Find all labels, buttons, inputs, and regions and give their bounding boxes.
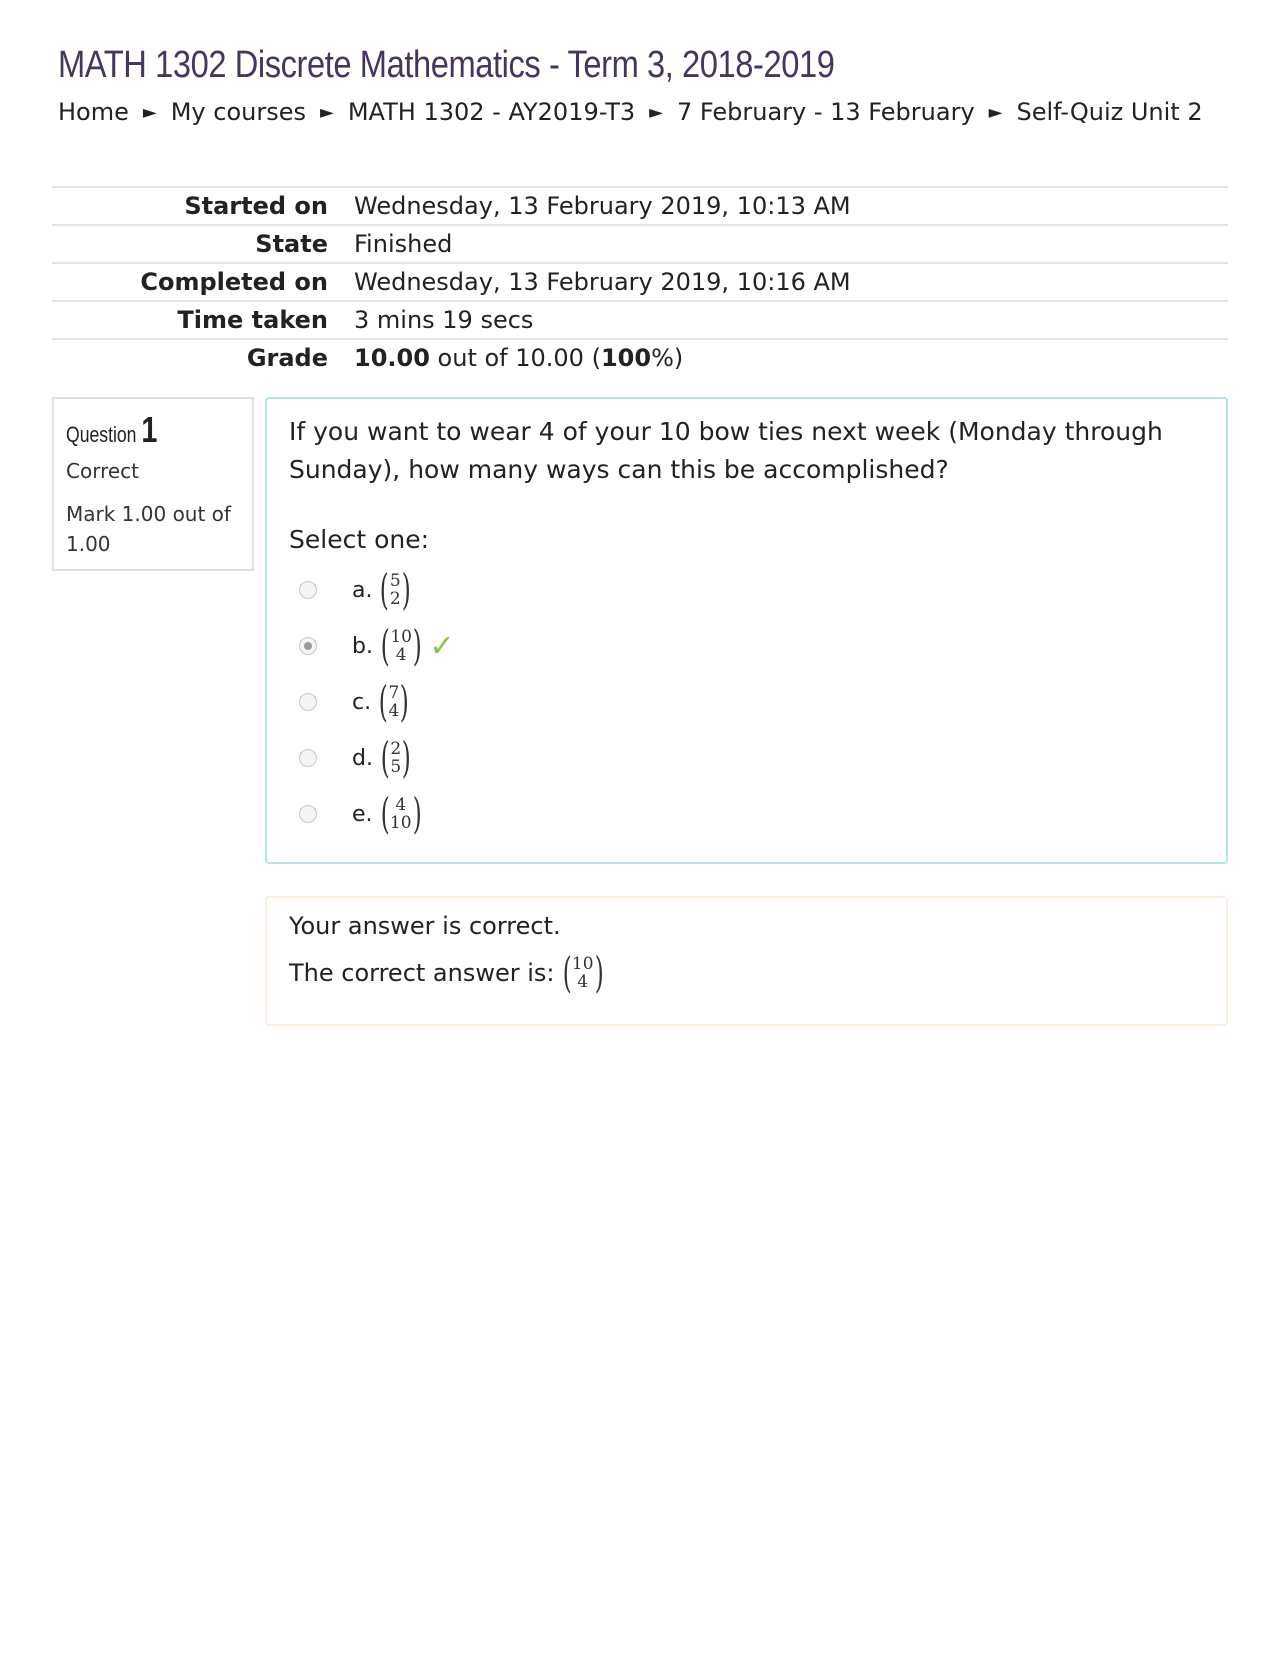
radio-c[interactable] (299, 693, 317, 711)
summary-row-grade (52, 339, 1228, 376)
correct-answer-line (289, 948, 1204, 997)
completed-label: Completed on (140, 268, 328, 296)
checkmark-icon: ✓ (429, 628, 455, 664)
breadcrumb-separator-icon: ► (649, 101, 663, 123)
binom-top: 4 (395, 795, 407, 815)
binom-top: 2 (390, 739, 402, 759)
question-number-label: Question (66, 422, 137, 447)
breadcrumb-home[interactable]: Home (58, 98, 129, 126)
option-letter: d. (352, 745, 373, 771)
answer-label-e[interactable] (352, 789, 425, 838)
grade-percent: 100 (600, 344, 652, 372)
binom-top: 5 (389, 571, 401, 591)
radio-b[interactable] (299, 637, 317, 655)
answer-label-b[interactable] (352, 621, 455, 670)
answer-option-c[interactable] (289, 674, 1204, 730)
time-value: 3 mins 19 secs (354, 306, 534, 334)
answer-option-a[interactable] (289, 562, 1204, 618)
breadcrumb-course[interactable]: MATH 1302 - AY2019-T3 (347, 98, 636, 126)
feedback-panel (265, 896, 1228, 1026)
binomial-coefficient: ( 5 2 ) (380, 565, 411, 614)
answer-option-e[interactable] (289, 786, 1204, 842)
binom-bottom: 10 (389, 813, 412, 833)
binomial-coefficient: ( 4 10 ) (380, 789, 422, 838)
summary-row-state (52, 225, 1228, 263)
grade-end: %) (651, 344, 684, 372)
binom-bottom: 4 (577, 972, 589, 992)
completed-value: Wednesday, 13 February 2019, 10:16 AM (354, 268, 851, 296)
breadcrumb (58, 98, 1203, 126)
option-letter: e. (352, 801, 373, 827)
summary-row-completed (52, 263, 1228, 301)
question-state: Correct (66, 459, 139, 483)
answer-option-b[interactable] (289, 618, 1204, 674)
binomial-coefficient: ( 7 4 ) (378, 677, 410, 726)
time-label: Time taken (177, 306, 328, 334)
answer-option-d[interactable] (289, 730, 1204, 786)
answer-label-c[interactable] (352, 677, 413, 726)
option-letter: b. (352, 633, 373, 659)
binom-top: 10 (571, 954, 594, 974)
binom-top: 7 (388, 683, 400, 703)
binomial-coefficient: ( 10 4 ) (380, 621, 422, 670)
page-title: MATH 1302 Discrete Mathematics - Term 3, 2018-2019 (58, 44, 835, 86)
answer-label-d[interactable] (352, 733, 415, 782)
feedback-message: Your answer is correct. (289, 912, 561, 940)
question-number (66, 409, 205, 451)
started-label: Started on (184, 192, 328, 220)
binom-bottom: 4 (388, 701, 400, 721)
grade-score: 10.00 (354, 344, 430, 372)
radio-a[interactable] (299, 581, 317, 599)
binom-bottom: 2 (389, 589, 401, 609)
breadcrumb-week[interactable]: 7 February - 13 February (676, 98, 975, 126)
breadcrumb-separator-icon: ► (142, 101, 157, 123)
summary-row-started (52, 187, 1228, 225)
radio-e[interactable] (299, 805, 317, 823)
breadcrumb-separator-icon: ► (988, 101, 1003, 123)
breadcrumb-separator-icon: ► (320, 101, 334, 123)
question-content (265, 397, 1228, 864)
option-letter: a. (352, 577, 373, 603)
grade-mid: out of 10.00 ( (429, 344, 601, 372)
grade-value (346, 339, 1228, 376)
question-info-panel (52, 397, 254, 571)
breadcrumb-quiz[interactable]: Self-Quiz Unit 2 (1016, 98, 1203, 126)
select-one-prompt: Select one: (289, 525, 430, 554)
question-mark: Mark 1.00 out of 1.00 (66, 502, 231, 556)
breadcrumb-my-courses[interactable]: My courses (170, 98, 306, 126)
binomial-coefficient: ( 2 5 ) (380, 733, 411, 782)
binomial-coefficient: ( 10 4 ) (562, 948, 604, 997)
state-value: Finished (354, 230, 453, 258)
summary-row-time (52, 301, 1228, 339)
attempt-summary-table (52, 186, 1228, 376)
state-label: State (255, 230, 328, 258)
option-letter: c. (352, 689, 372, 715)
binom-bottom: 5 (390, 757, 402, 777)
answer-label-a[interactable] (352, 565, 414, 614)
binom-bottom: 4 (395, 645, 407, 665)
started-value: Wednesday, 13 February 2019, 10:13 AM (354, 192, 851, 220)
question-text: If you want to wear 4 of your 10 bow ties next week (Monday through Sunday), how many ways can this be accomplished? (289, 417, 1163, 484)
binom-top: 10 (390, 627, 412, 647)
question-number-value: 1 (141, 409, 158, 450)
correct-answer-label: The correct answer is: (289, 959, 555, 987)
answer-options (289, 562, 1204, 842)
grade-label: Grade (246, 344, 328, 372)
radio-d[interactable] (299, 749, 317, 767)
